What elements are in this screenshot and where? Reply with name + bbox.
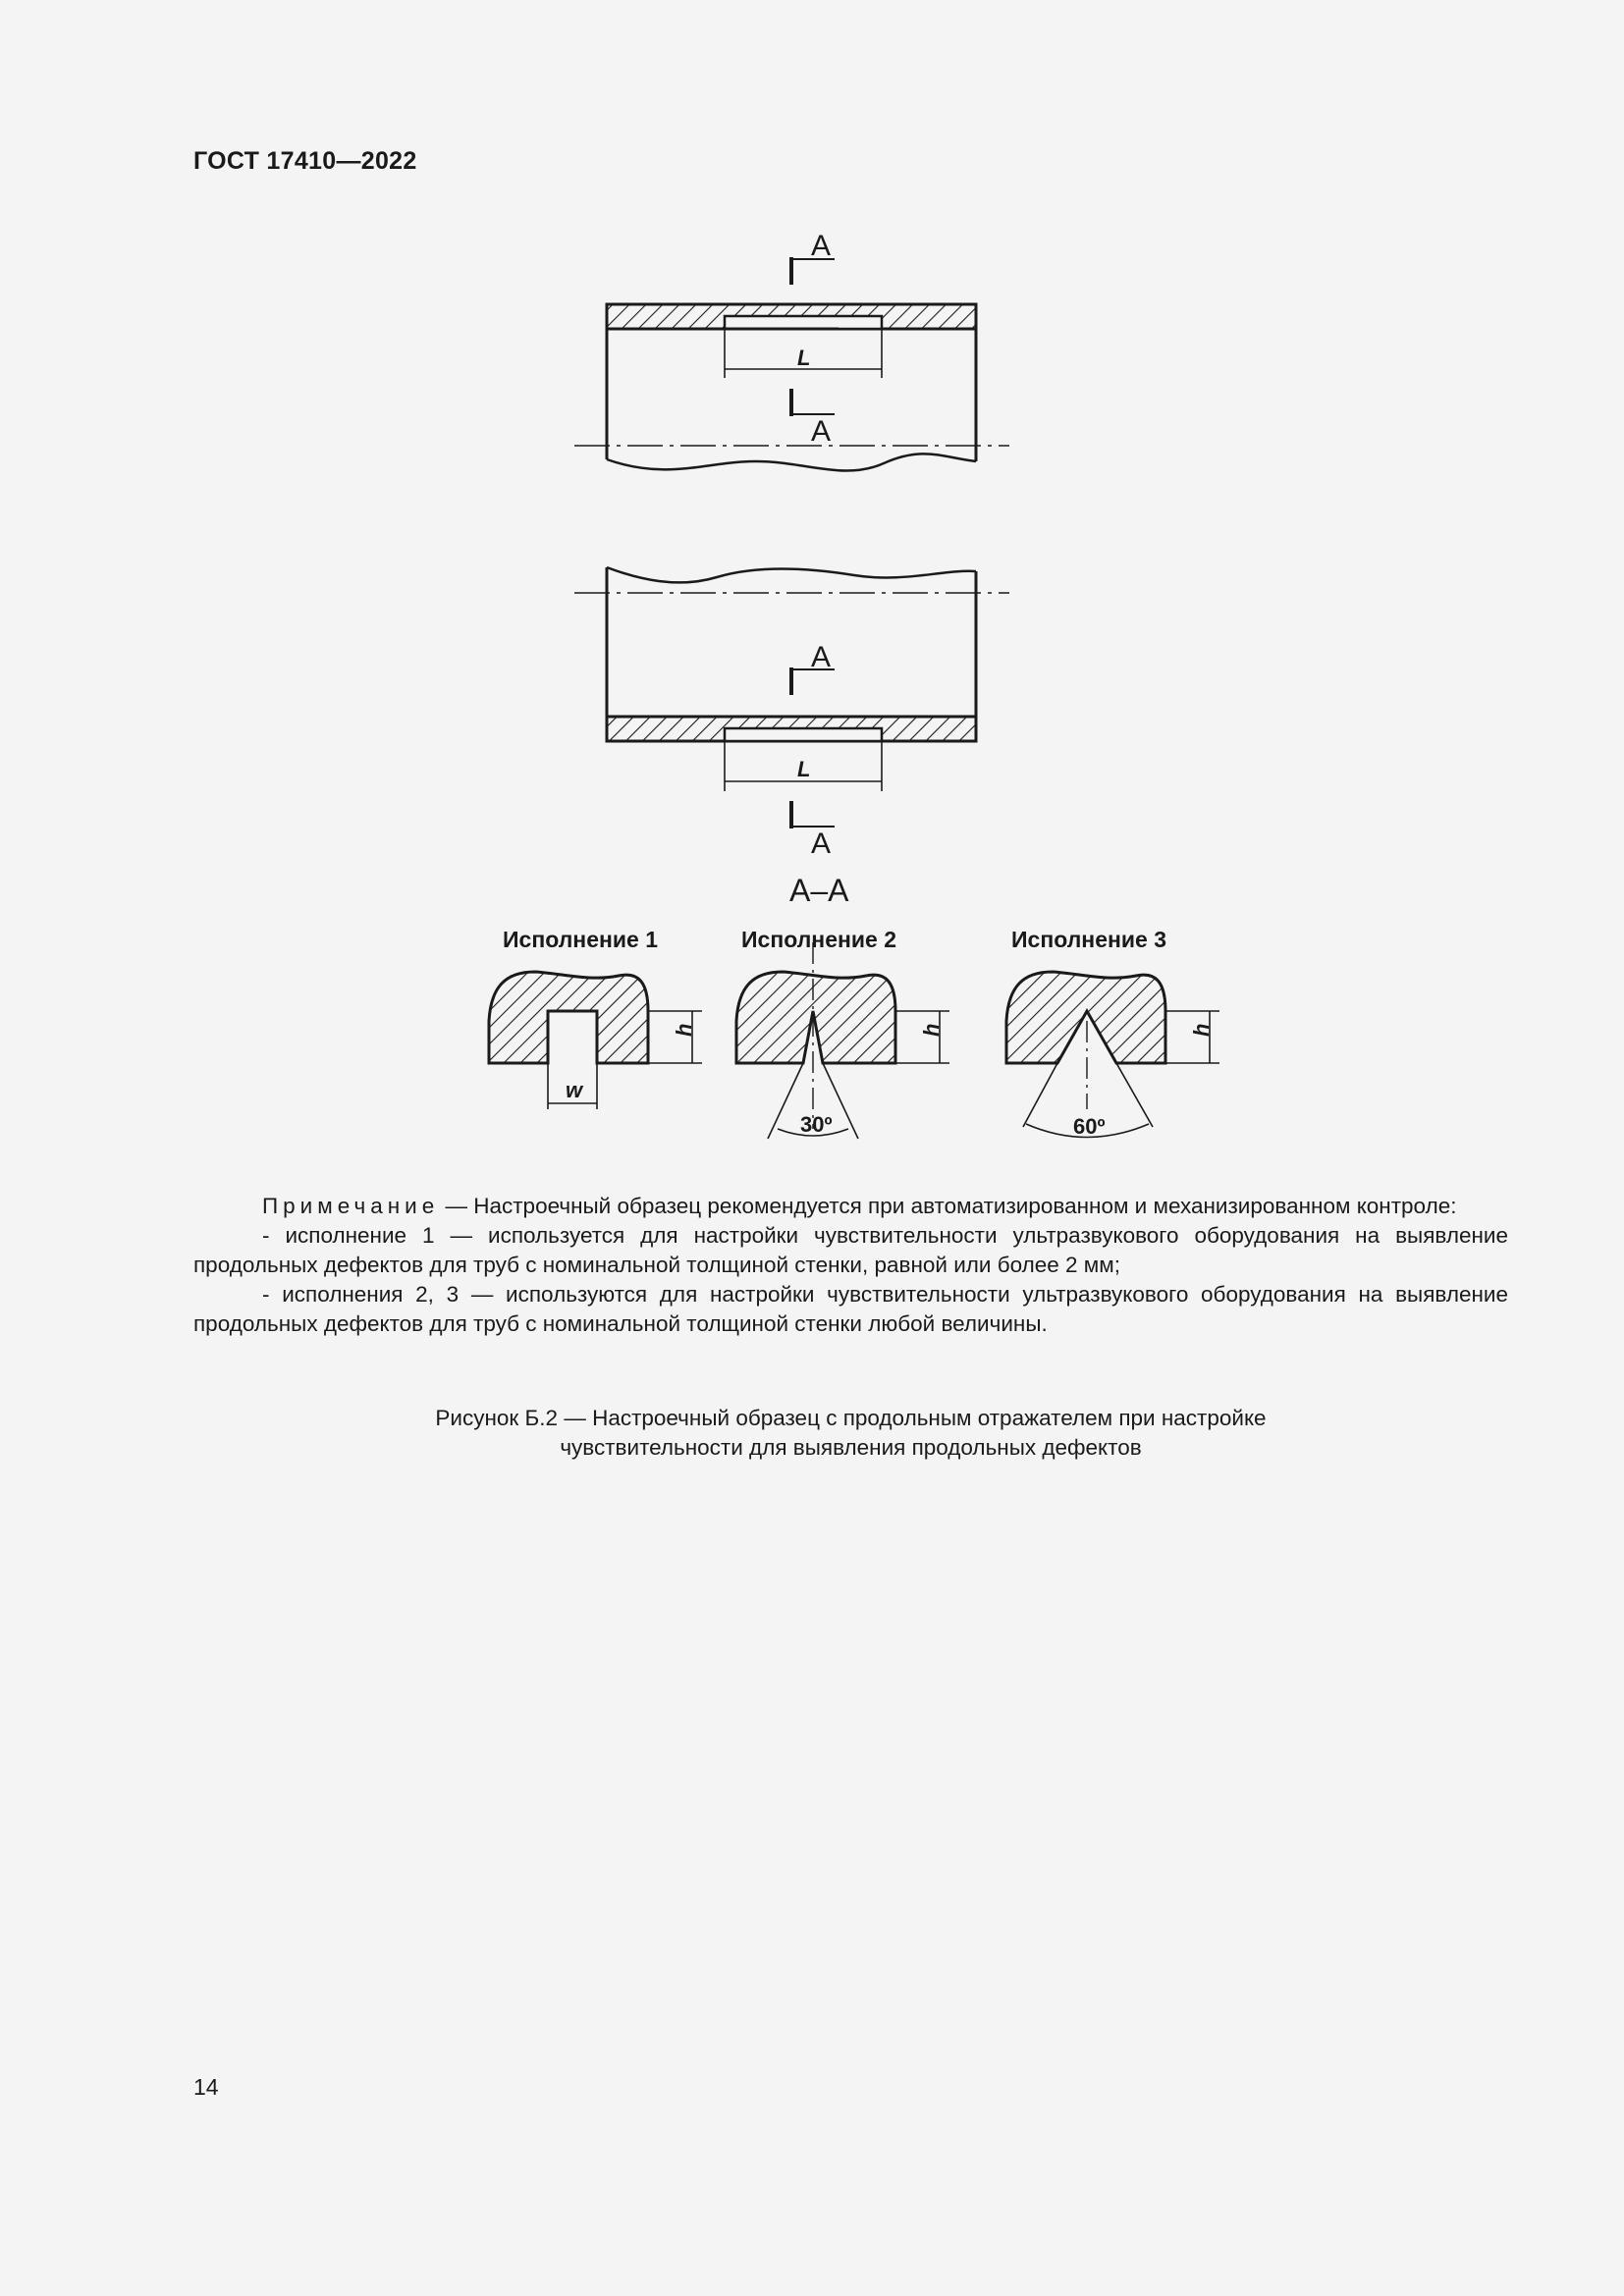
variant-2-height-label: h [919, 1023, 944, 1037]
page-number: 14 [193, 2074, 219, 2100]
variant-3-title: Исполнение 3 [1011, 927, 1166, 952]
pipe-view-top [574, 257, 1009, 471]
variant-2-section [736, 942, 949, 1139]
variant-1-title: Исполнение 1 [503, 927, 658, 952]
break-line [607, 567, 976, 582]
note-block [193, 1192, 1508, 1339]
length-label-bottom: L [797, 757, 811, 781]
variant-1-section [489, 972, 702, 1109]
variant-1-width-label: w [566, 1078, 583, 1102]
note-intro [193, 1192, 1508, 1221]
variant-3-section [1006, 972, 1219, 1138]
section-title: А–А [789, 873, 849, 908]
note-item-2: - исполнения 2, 3 — используются для настройки чувствительности ультразвукового оборудования на выявление продольных дефектов для труб с номинальной толщиной стенки любой величины. [193, 1282, 1508, 1336]
break-line [607, 454, 976, 470]
caption-line-1: Рисунок Б.2 — Настроечный образец с продольным отражателем при настройке [435, 1406, 1267, 1430]
variant-2-angle-label: 30º [800, 1112, 833, 1137]
note-item-1: - исполнение 1 — используется для настройки чувствительности ультразвукового оборудования на выявление продольных дефектов для труб с номинальной толщиной стенки, равной или более 2 мм; [193, 1223, 1508, 1277]
note-text: — Настроечный образец рекомендуется при автоматизированном и механизированном контроле: [439, 1194, 1457, 1218]
caption-line-2: чувствительности для выявления продольных дефектов [560, 1435, 1142, 1460]
notch-slot [725, 316, 882, 329]
section-mark-top-1: A [811, 230, 832, 262]
variant-3-angle-label: 60º [1073, 1114, 1106, 1139]
section-mark-bottom-1: A [811, 641, 832, 673]
section-mark-top-2: A [811, 415, 832, 448]
variant-3-height-label: h [1189, 1023, 1214, 1037]
notch-slot [725, 728, 882, 741]
variant-2-title: Исполнение 2 [741, 927, 896, 952]
note-lead: Примечание [262, 1194, 440, 1218]
length-label-top: L [797, 346, 811, 370]
document-header: ГОСТ 17410—2022 [193, 147, 417, 175]
figure-caption [193, 1404, 1508, 1463]
variant-1-height-label: h [672, 1023, 696, 1037]
section-mark-bottom-2: A [811, 828, 832, 860]
pipe-view-bottom [574, 567, 1009, 828]
